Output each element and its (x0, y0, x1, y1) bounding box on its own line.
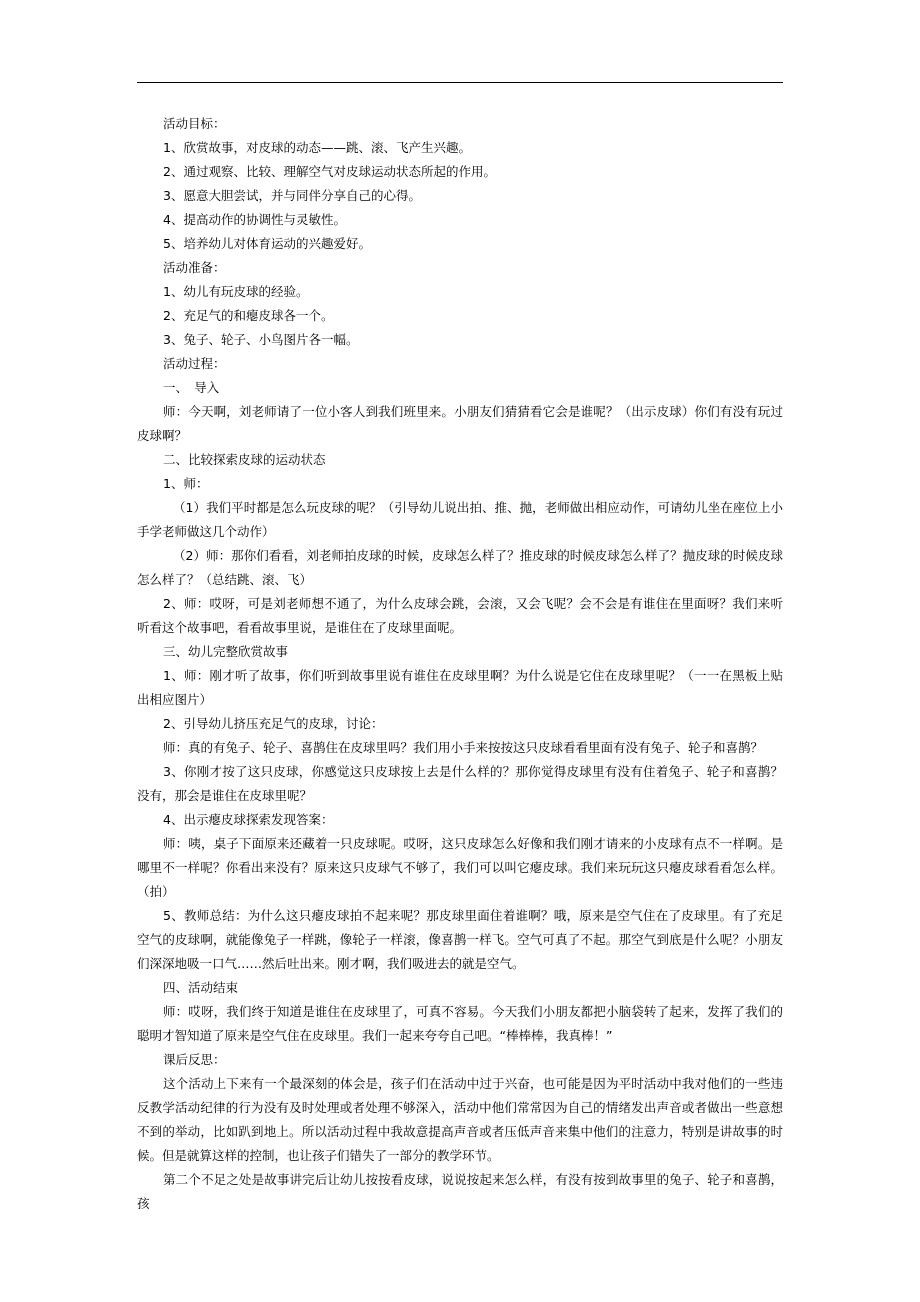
paragraph: 4、提高动作的协调性与灵敏性。 (163, 212, 346, 227)
paragraph: 师：今天啊，刘老师请了一位小客人到我们班里来。小朋友们猜猜看它会是谁呢？（出示皮球）你们有没有玩过皮球啊？ (137, 404, 783, 443)
paragraph: 师：真的有兔子、轮子、喜鹊住在皮球里吗？我们用小手来按按这只皮球看看里面有没有兔子、轮子和喜鹊？ (163, 740, 764, 755)
header-rule (137, 82, 783, 83)
paragraph: 1、师：刚才听了故事，你们听到故事里说有谁住在皮球里啊？为什么说是它住在皮球里呢？（一一在黑板上贴出相应图片） (137, 668, 783, 707)
paragraph: 1、欣赏故事，对皮球的动态——跳、滚、飞产生兴趣。 (163, 140, 471, 155)
paragraph: 3、你刚才按了这只皮球，你感觉这只皮球按上去是什么样的？那你觉得皮球里有没有住着兔子、轮子和喜鹊？没有，那会是谁住在皮球里呢？ (137, 764, 783, 803)
paragraph: 2、引导幼儿挤压充足气的皮球，讨论： (163, 716, 384, 731)
paragraph: 5、培养幼儿对体育运动的兴趣爱好。 (163, 236, 371, 251)
paragraph: 1、师： (163, 476, 209, 491)
paragraph: 二、比较探索皮球的运动状态 (163, 452, 326, 467)
paragraph: 四、活动结束 (163, 980, 239, 995)
document-body (137, 112, 783, 1216)
paragraph: 第二个不足之处是故事讲完后让幼儿按按看皮球，说说按起来怎么样，有没有按到故事里的兔子、轮子和喜鹊，孩 (137, 1172, 783, 1211)
paragraph: 课后反思： (163, 1052, 226, 1067)
paragraph: 2、师：哎呀，可是刘老师想不通了，为什么皮球会跳，会滚，又会飞呢？会不会是有谁住在里面呀？我们来听听看这个故事吧，看看故事里说，是谁住在了皮球里面呢。 (137, 596, 783, 635)
paragraph: 4、出示瘪皮球探索发现答案： (163, 812, 334, 827)
paragraph: 一、 导入 (163, 380, 220, 395)
paragraph: 1、幼儿有玩皮球的经验。 (163, 284, 309, 299)
paragraph: 活动过程： (163, 356, 226, 371)
paragraph: 2、充足气的和瘪皮球各一个。 (163, 308, 334, 323)
paragraph: 活动目标： (163, 116, 226, 131)
paragraph: （2）师：那你们看看，刘老师拍皮球的时候，皮球怎么样了？推皮球的时候皮球怎么样了？抛皮球的时候皮球怎么样了？（总结跳、滚、飞） (137, 548, 783, 587)
paragraph: 5、教师总结：为什么这只瘪皮球拍不起来呢？那皮球里面住着谁啊？哦，原来是空气住在了皮球里。有了充足空气的皮球啊，就能像兔子一样跳，像轮子一样滚，像喜鹊一样飞。空气可真了不起。那空气到底是什么呢？小朋友们深深地吸一口气……然后吐出来。刚才啊，我们吸进去的就是空气。 (137, 908, 783, 971)
paragraph: 2、通过观察、比较、理解空气对皮球运动状态所起的作用。 (163, 164, 496, 179)
paragraph: （1）我们平时都是怎么玩皮球的呢？（引导幼儿说出拍、推、抛，老师做出相应动作，可请幼儿坐在座位上小手学老师做这几个动作） (137, 500, 783, 539)
paragraph: 师：咦，桌子下面原来还藏着一只皮球呢。哎呀，这只皮球怎么好像和我们刚才请来的小皮球有点不一样啊。是哪里不一样呢？你看出来没有？原来这只皮球气不够了，我们可以叫它瘪皮球。我们来玩玩这只瘪皮球看看怎么样。（拍） (137, 836, 783, 899)
paragraph: 活动准备： (163, 260, 226, 275)
paragraph: 这个活动上下来有一个最深刻的体会是，孩子们在活动中过于兴奋，也可能是因为平时活动中我对他们的一些违反教学活动纪律的行为没有及时处理或者处理不够深入，活动中他们常常因为自己的情绪发出声音或者做出一些意想不到的举动，比如趴到地上。所以活动过程中我故意提高声音或者压低声音来集中他们的注意力，特别是讲故事的时候。但是就算这样的控制，也让孩子们错失了一部分的教学环节。 (137, 1076, 783, 1163)
paragraph: 3、兔子、轮子、小鸟图片各一幅。 (163, 332, 359, 347)
paragraph: 三、幼儿完整欣赏故事 (163, 644, 289, 659)
paragraph: 3、愿意大胆尝试，并与同伴分享自己的心得。 (163, 188, 421, 203)
paragraph: 师：哎呀，我们终于知道是谁住在皮球里了，可真不容易。今天我们小朋友都把小脑袋转了起来，发挥了我们的聪明才智知道了原来是空气住在皮球里。我们一起来夸夸自己吧。“棒棒棒，我真棒！” (137, 1004, 783, 1043)
